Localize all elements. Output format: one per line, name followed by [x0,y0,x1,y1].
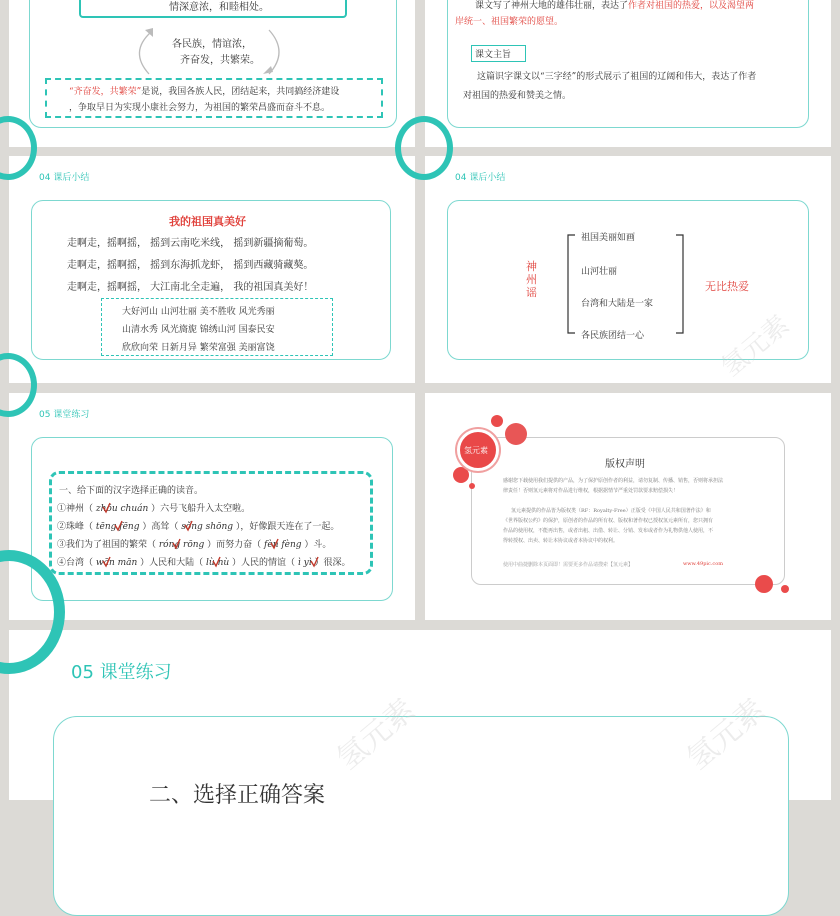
item-1: 祖国美丽如画 [581,233,636,243]
left-label [526,260,540,299]
q4-pinyin: wān mān [95,558,138,568]
copyright-title: 版权声明 [605,459,645,470]
q3-pinyin: róng rōng [158,540,205,550]
q1-pinyin: zhōu chuán [95,504,149,514]
summary-line-1-red: 作者对祖国的热爱，以及渴望两 [628,1,755,11]
partial-text: 二、选择正确答案 [149,783,326,808]
q4-part: ）人民和大陆（ [137,558,207,568]
section-title: 05 课堂练习 [39,410,90,420]
checkmark-icon [173,539,180,548]
quote-line-2: ，争取早日为实现小康社会努力，为祖国的繁荣昌盛而奋斗不息。 [69,103,331,113]
cycle-arrows-icon [129,22,289,78]
footer-right-link[interactable]: www.49pic.com [683,561,723,567]
para2-line-2: 《世界版权公约》的保护，原创者的作品的所有权、版权和著作权已授权氢元素所有，您只拥有 [503,518,714,524]
slide-5 [9,393,415,620]
poem-line-2: 走啊走，摇啊摇， 摇到东海抓龙虾， 摇到西藏骑藏獒。 [67,260,314,271]
idiom-line-3: 欣欣向荣 日新月异 繁荣富强 美丽富饶 [122,343,275,353]
para2-line-3: 作品的使用权，不能再出售，或者出租、出借、转让、分销、发布或者作为礼物供他人使用，不 [503,528,714,534]
deco-dot [491,415,503,427]
summary-line-2: 岸统一、祖国繁荣的愿望。 [455,17,564,27]
watermark: 氢元素 [330,692,422,778]
summary-line-1a: 课文写了神州大地的雄伟壮丽，表达了 [475,1,629,11]
top-text: 情深意浓，和睦相处。 [169,2,269,13]
deco-dot [469,483,475,489]
left-label-text: 神州谣 [526,260,537,299]
q2-part: ）高耸（ [139,522,182,532]
checkmark-icon [213,557,220,566]
q2-pinyin: sǒng shōng [181,522,234,532]
poem-line-1: 走啊走，摇啊摇， 摇到云南吃米线， 摇到新疆摘葡萄。 [67,238,314,249]
cycle-text-1: 各民族，情谊浓， [172,39,252,50]
bracket-right [673,234,687,334]
theme-body-2: 对祖国的热爱和赞美之情。 [463,91,572,101]
q4-pinyin: lù nù [206,558,230,568]
checkmark-icon [115,521,122,530]
watermark: 氢元素 [716,309,796,383]
q4-pinyin: ì yì [297,558,312,568]
checkmark-icon [185,521,192,530]
footer-left: 使用中曲捷删除本页面即！需要更多作品请搜索【氢元素】 [503,562,634,568]
slide-6 [425,393,831,620]
checkmark-icon [103,503,110,512]
q3-pinyin: fèn fèng [264,540,302,550]
q2-part: ），好像跟天连在了一起。 [233,522,340,532]
slide-1 [9,0,415,147]
answer-checkmarks [9,393,415,620]
section-title: 05 课堂练习 [71,662,172,683]
slide-2 [425,0,831,147]
idiom-line-1: 大好河山 山河壮丽 美不胜收 风光秀丽 [122,307,275,317]
para1-line-2: 律责任！否则氢元素将对作品进行维权，根据据情节严重处罚款要求赔偿损失！ [503,488,679,494]
quote-line-1 [69,84,339,97]
checkmark-icon [271,539,278,548]
checkmark-icon [311,557,318,566]
poem-line-3: 走啊走，摇啊摇， 大江南北全走遍， 我的祖国真美好！ [67,282,314,293]
q4-part: ④台湾（ [57,558,96,568]
badge-text: 氢元素 [464,446,488,455]
slide-3 [9,156,415,383]
watermark: 氢元素 [680,692,772,778]
summary-line-1 [475,0,754,11]
para1-line-1: 感谢您下载使用我们提供的产品，为了保护原创作者的利益，请勿复制、传播、销售，否则将承担法 [503,478,724,484]
q1-part: ①神州（ [57,504,96,514]
quote-rest-1: 是说，我国各族人民，团结起来，共同搞经济建设 [141,87,340,97]
idiom-line-2: 山清水秀 风光旖旎 锦绣山河 国泰民安 [122,325,275,335]
item-3: 台湾和大陆是一家 [581,299,654,309]
checkmark-icon [103,557,110,566]
q2-pinyin: tēng fēng [95,522,140,532]
q3-part: ）斗。 [301,540,332,550]
poem-title: 我的祖国真美好 [169,215,246,228]
right-label: 无比热爱 [705,280,749,293]
slide-7 [9,630,831,808]
theme-body-1: 这篇识字课文以“三字经”的形式展示了祖国的辽阔和伟大，表达了作者 [477,72,757,82]
section-title: 04 课后小结 [455,173,506,183]
quote-red: “齐奋发，共繁荣” [69,87,142,97]
q2-part: ②珠峰（ [57,522,96,532]
theme-tag: 课文主旨 [471,45,526,62]
para2-line-1: 氢元素提供的作品皆为版权类（RF：Royalty-Free）正版受《中国人民共和国著作法》和 [511,508,711,514]
instruction: 一、给下面的汉字选择正确的读音。 [59,486,204,496]
section-title: 04 课后小结 [39,173,90,183]
q4-part: ）很深。 [311,558,351,568]
slide-4 [425,156,831,383]
corner-arc [395,116,453,180]
bracket-left [565,234,579,334]
q1-part: ）六号飞船升入太空啦。 [148,504,251,514]
deco-dot [755,575,773,593]
deco-dot [781,585,789,593]
deco-dot [505,423,527,445]
deco-dot [453,467,469,483]
q3-part: ③我们为了祖国的繁荣（ [57,540,159,550]
cycle-text-2: 齐奋发，共繁荣。 [180,55,260,66]
item-4: 各民族团结一心 [581,331,645,341]
q3-part: ）而努力奋（ [204,540,265,550]
para2-line-4: 得转授权、出卖、转让本协议或者本协议中的权利。 [503,538,619,544]
q4-part: ）人民的情谊（ [229,558,298,568]
item-2: 山河壮丽 [581,267,618,277]
